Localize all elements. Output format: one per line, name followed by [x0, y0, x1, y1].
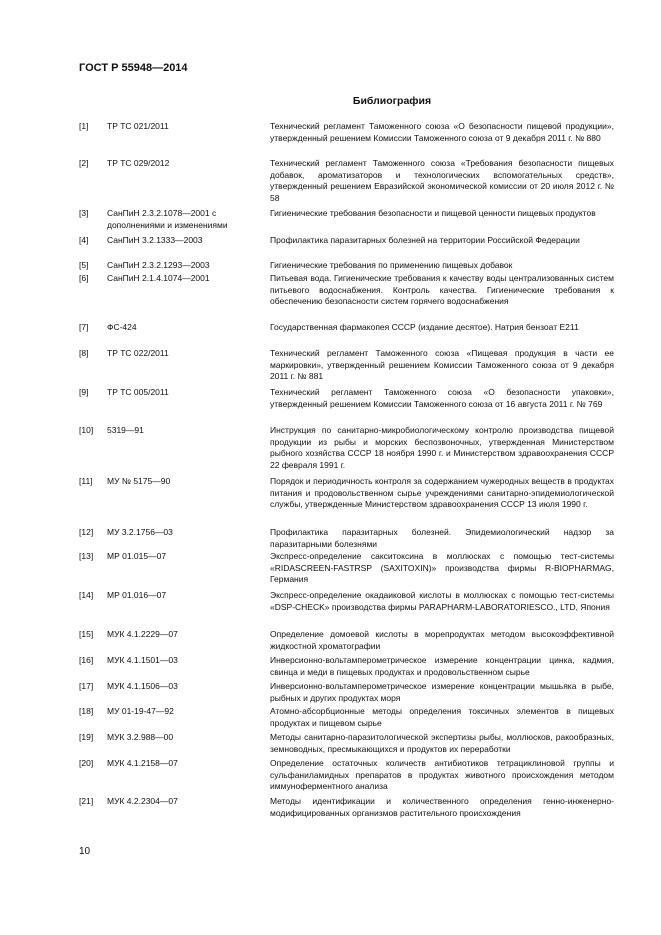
entry-description: Гигиенические требования безопасности и пищевой ценности пищевых продуктов: [270, 208, 596, 218]
entry-number: [11]: [79, 476, 93, 486]
entry-number: [10]: [79, 425, 94, 435]
entry-number: [17]: [79, 681, 94, 691]
entry-code: ТР ТС 021/2011: [107, 121, 169, 131]
entry-number: [21]: [79, 796, 94, 806]
entry-code: МР 01.015—07: [107, 551, 167, 561]
entry-number: [16]: [79, 655, 94, 665]
entry-description: Атомно-абсорбционные методы определения токсичных элементов в пищевых продуктах и пищевом сырье: [270, 706, 614, 728]
entry-description: Экспресс-определение сакситоксина в моллюсках с помощью тест-системы «RIDASCREEN-FASTRSP (SAXITOXIN)» производства фирмы R-BIOPHARMAG, Германия: [270, 551, 614, 584]
entry-number: [2]: [79, 158, 89, 168]
entry-code: СанПиН 2.1.4.1074—2001: [107, 273, 210, 283]
entry-code: МУК 3.2.988—00: [107, 732, 174, 742]
entry-code: СанПиН 3.2.1333—2003: [107, 235, 203, 245]
entry-description: Экспресс-определение окадаиковой кислоты в моллюсках с помощью тест-системы «DSP-CHECK» производства фирмы PARAPHARM-LABORATORIESCO., LTD, Япония: [270, 590, 614, 612]
entry-code: ТР ТС 005/2011: [107, 387, 169, 397]
entry-code: МУК 4.1.2158—07: [107, 758, 178, 768]
document-code: ГОСТ Р 55948—2014: [79, 62, 188, 74]
entry-number: [7]: [79, 322, 89, 332]
entry-number: [4]: [79, 235, 89, 245]
entry-number: [15]: [79, 629, 94, 639]
entry-code: ТР ТС 022/2011: [107, 348, 169, 358]
entry-description: Гигиенические требования по применению пищевых добавок: [270, 260, 513, 270]
entry-description: Технический регламент Таможенного союза «Требования безопасности пищевых добавок, ароматизаторов и технологических вспомогательных средств», утвержденный решением Евразийской экономической комиссии от 20 июля 2012 г. № 58: [270, 158, 614, 203]
entry-number: [6]: [79, 273, 89, 283]
entry-number: [3]: [79, 208, 89, 218]
entry-code: МУК 4.1.1501—03: [107, 655, 178, 665]
entry-description: Инверсионно-вольтамперометрическое измерение концентрации цинка, кадмия, свинца и меди в пищевых продуктах и продовольственном сырье: [270, 655, 614, 677]
entry-number: [1]: [79, 121, 89, 131]
entry-code: МУК 4.2.2304—07: [107, 796, 178, 806]
entry-description: Государственная фармакопея СССР (издание десятое). Натрия бензоат Е211: [270, 322, 579, 332]
entry-code: СанПиН 2.3.2.1078—2001 с дополнениями и изменениями: [107, 208, 228, 230]
entry-number: [20]: [79, 758, 94, 768]
entry-number: [19]: [79, 732, 94, 742]
page-number: 10: [79, 846, 91, 857]
entry-description: Профилактика паразитарных болезней на территории Российской Федерации: [270, 235, 580, 245]
entry-description: Технический регламент Таможенного союза «Пищевая продукция в части ее маркировки», утвержденный решением Комиссии Таможенного союза от 9 декабря 2011 г. № 881: [270, 348, 614, 381]
bibliography-title: Библиография: [352, 95, 432, 107]
entry-code: МУК 4.1.2229—07: [107, 629, 178, 639]
entry-description: Технический регламент Таможенного союза «О безопасности пищевой продукции», утвержденный решением Комиссии Таможенного союза от 9 декабря 2011 г. № 880: [270, 121, 614, 143]
entry-description: Инструкция по санитарно-микробиологическому контролю производства пищевой продукции из рыбы и морских беспозвоночных, утвержденная Министерством рыбного хозяйства СССР 18 ноября 1990 г. и Министерством здравоохранения СССР 22 февраля 1991 г.: [270, 425, 614, 470]
entry-code: МУК 4.1.1506—03: [107, 681, 178, 691]
entry-description: Определение домоевой кислоты в морепродуктах методом высокоэффективной жидкостной хроматографии: [270, 629, 614, 651]
entry-code: 5319—91: [107, 425, 144, 435]
entry-code: МУ № 5175—90: [107, 476, 171, 486]
entry-description: Порядок и периодичность контроля за содержанием чужеродных веществ в продуктах питания и продовольственном сырье учреждениями санитарно-эпидемиологической службы, утвержденные Министерством здравоохранения СССР 13 июля 1990 г.: [270, 476, 614, 509]
entry-code: МУ 01-19-47—92: [107, 706, 174, 716]
entry-number: [13]: [79, 551, 94, 561]
entry-description: Профилактика паразитарных болезней. Эпидемиологический надзор за паразитарными болезнями: [270, 527, 614, 549]
entry-code: ТР ТС 029/2012: [107, 158, 170, 168]
entry-description: Питьевая вода. Гигиенические требования к качеству воды централизованных систем питьевого водоснабжения. Контроль качества. Гигиенические требования к обеспечению безопасности систем горячего водоснабжения: [270, 273, 614, 306]
entry-number: [8]: [79, 348, 89, 358]
entry-number: [14]: [79, 590, 94, 600]
entry-description: Определение остаточных количеств антибиотиков тетрациклиновой группы и сульфаниламидных препаратов в продуктах животного происхождения методом иммуноферментного анализа: [270, 758, 614, 791]
entry-description: Методы идентификации и количественного определения генно-инженерно-модифицированных организмов растительного происхождения: [270, 796, 614, 818]
entry-description: Инверсионно-вольтамперометрическое измерение концентрации мышьяка в рыбе, рыбных и других продуктах моря: [270, 681, 614, 703]
entry-description: Технический регламент Таможенного союза «О безопасности упаковки», утвержденный решением Комиссии Таможенного союза от 16 августа 2011 г. № 769: [270, 387, 614, 409]
entry-description: Методы санитарно-паразитологической экспертизы рыбы, моллюсков, ракообразных, земноводных, пресмыкающихся и продуктов их переработки: [270, 732, 614, 754]
entry-number: [12]: [79, 527, 94, 537]
entry-number: [18]: [79, 706, 94, 716]
entry-code: МУ 3.2.1756—03: [107, 527, 173, 537]
entry-code: СанПиН 2.3.2.1293—2003: [107, 260, 210, 270]
entry-code: ФС-424: [107, 322, 137, 332]
entry-number: [9]: [79, 387, 89, 397]
entry-code: МР 01.016—07: [107, 590, 167, 600]
entry-number: [5]: [79, 260, 89, 270]
